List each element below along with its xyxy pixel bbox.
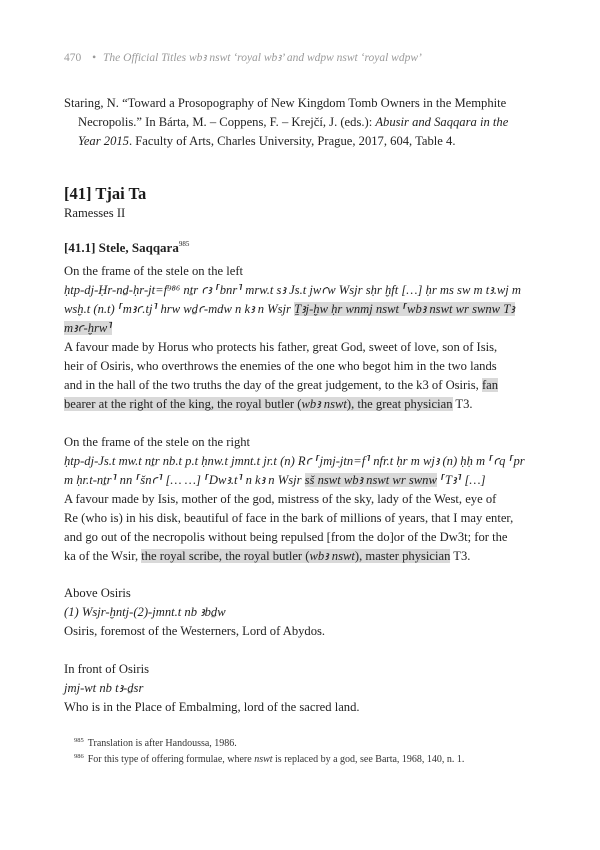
highlight-text-b: ), master physician <box>354 549 451 563</box>
reference-line-1: Staring, N. “Toward a Prosopography of New Kingdom Tomb Owners in the Memphite <box>64 96 507 110</box>
highlight-text-b: ), the great physician <box>346 397 453 411</box>
footnote-986 <box>64 750 536 766</box>
footnote-text: Translation is after Handoussa, 1986. <box>87 738 237 749</box>
above-osiris-translation: Osiris, foremost of the Westerners, Lord of Abydos. <box>64 624 326 638</box>
frame-left-section <box>64 262 536 414</box>
frame-left-translit-2 <box>64 300 536 319</box>
footnote-text-b: is replaced by a god, see Barta, 1968, 140, n. 1. <box>272 754 465 765</box>
entry-heading: [41] Tjai Ta <box>64 184 147 203</box>
reference-publisher: . Faculty of Arts, Charles University, Prague, 2017, 604, Table 4. <box>128 134 456 148</box>
subheading-text: [41.1] Stele, Saqqara <box>64 240 179 255</box>
frame-left-label: On the frame of the stele on the left <box>64 264 244 278</box>
translit-text: m ḥr.t-nṯr⸣ nn ⸢šnꜥ⸣ [… …] ⸢Dwꜣ.t⸣ n kꜣ n Wsjr <box>64 473 305 487</box>
footnote-985 <box>64 734 536 750</box>
king-name: Ramesses II <box>64 206 126 220</box>
frame-left-translation-3 <box>64 376 536 395</box>
translation-text: and in the hall of the two truths the day of the great judgement, to the k3 of Osiris, <box>64 378 482 392</box>
subheading <box>64 240 189 256</box>
reference-book-title-end: Year 2015 <box>78 134 129 148</box>
highlight-title: Ṯꜣj-ḫw ḥr wnmj nswt ⸢wbꜣ nswt wr swnw Tꜣ <box>294 302 515 316</box>
frame-right-translation-2: Re (who is) in his disk, beautiful of face in the bark of millions of years, that I may enter, <box>64 511 514 525</box>
footnote-ref-985[interactable]: 985 <box>178 240 190 248</box>
frame-right-translation-3: and go out of the necropolis without being repulsed [from the do]or of the Dw3t; for the <box>64 530 508 544</box>
header-bullet: • <box>92 52 97 64</box>
frame-left-translit-3 <box>64 319 536 338</box>
highlight-translation-cont <box>64 397 453 411</box>
frame-right-translit-1: ḥtp-dj-Js.t mw.t nṯr nb.t p.t ḥnw.t jmnt.t jr.t (n) Rꜥ ⸢jmj-jtn=f⸣ nfr.t ḥr m wjꜣ (n) ḥḥ m ⸢ꜥq ⸢pr <box>64 454 525 468</box>
running-title: The Official Titles wbꜣ nswt ‘royal wbꜣ’ and wdpw nswt ‘royal wdpw’ <box>103 52 422 64</box>
translation-text: ka of the Wsir, <box>64 549 142 563</box>
footnote-number: 985 <box>74 737 84 744</box>
front-osiris-translit: jmj-wt nb tꜣ-ḏsr <box>64 681 144 695</box>
bibliography-reference <box>64 94 536 151</box>
translit-end: ⸢Tꜣ⸣ […] <box>436 473 486 487</box>
highlight-translation <box>141 549 450 563</box>
frame-left-translation-4 <box>64 395 536 414</box>
above-osiris-label: Above Osiris <box>64 586 131 600</box>
translit-text: wsḫ.t (n.t) ⸢mꜣꜥ.tj⸣ hrw wḏꜥ-mdw n kꜣ n Wsjr <box>64 302 295 316</box>
frame-left-translation-2: heir of Osiris, who overthrows the enemies of the one who begot him in the two lands <box>64 359 497 373</box>
above-osiris-translit: (1) Wsjr-ḫntj-(2)-jmnt.t nb ꜣbḏw <box>64 605 226 619</box>
frame-right-translation-4 <box>64 547 536 566</box>
page-number: 470 <box>64 52 82 64</box>
footnote-number: 986 <box>74 753 84 760</box>
reference-text: Necropolis.” In Bárta, M. – Coppens, F. – Krejčí, J. (eds.): <box>78 115 376 129</box>
frame-right-translation-1: A favour made by Isis, mother of the god, mistress of the sky, lady of the West, eye of <box>64 492 497 506</box>
frame-left-translit-1: ḥtp-dj-Ḥr-nḏ-ḥr-jt=f⁹⁸⁶ nṯr ꜥꜣ ⸢bnr⸣ mrw.t sꜣ Js.t jwꜥw Wsjr sḥr ḫft […] ḥr ms sw m tꜣ.wj m <box>64 283 522 297</box>
footnote-italic: nswt <box>254 754 273 765</box>
footnote-text-a: For this type of offering formulae, where <box>87 754 255 765</box>
front-osiris-translation: Who is in the Place of Embalming, lord of the sacred land. <box>64 700 360 714</box>
highlight-title: sš nswt wbꜣ nswt wr swnw <box>304 473 437 487</box>
reference-book-title: Abusir and Saqqara in the <box>375 115 509 129</box>
reference-line-2 <box>64 113 536 132</box>
front-osiris-label: In front of Osiris <box>64 662 149 676</box>
above-osiris-section <box>64 584 536 641</box>
highlight-italic: wbꜣ nswt <box>309 549 355 563</box>
highlight-italic: wbꜣ nswt <box>301 397 347 411</box>
translation-end: T3. <box>450 549 471 563</box>
front-osiris-section <box>64 660 536 717</box>
footnotes <box>64 734 536 766</box>
highlight-text-a: bearer at the right of the king, the royal butler ( <box>64 397 302 411</box>
translation-end: T3. <box>452 397 473 411</box>
frame-right-section <box>64 433 536 566</box>
running-header <box>64 50 536 64</box>
frame-left-translation-1: A favour made by Horus who protects his father, great God, sweet of love, son of Isis, <box>64 340 498 354</box>
reference-line-3 <box>64 132 536 151</box>
highlight-title-end: mꜣꜥ-ḫrw⸣ <box>64 321 113 335</box>
highlight-translation: fan <box>481 378 499 392</box>
frame-right-translit-2 <box>64 471 536 490</box>
frame-right-label: On the frame of the stele on the right <box>64 435 251 449</box>
highlight-text-a: the royal scribe, the royal butler ( <box>141 549 310 563</box>
